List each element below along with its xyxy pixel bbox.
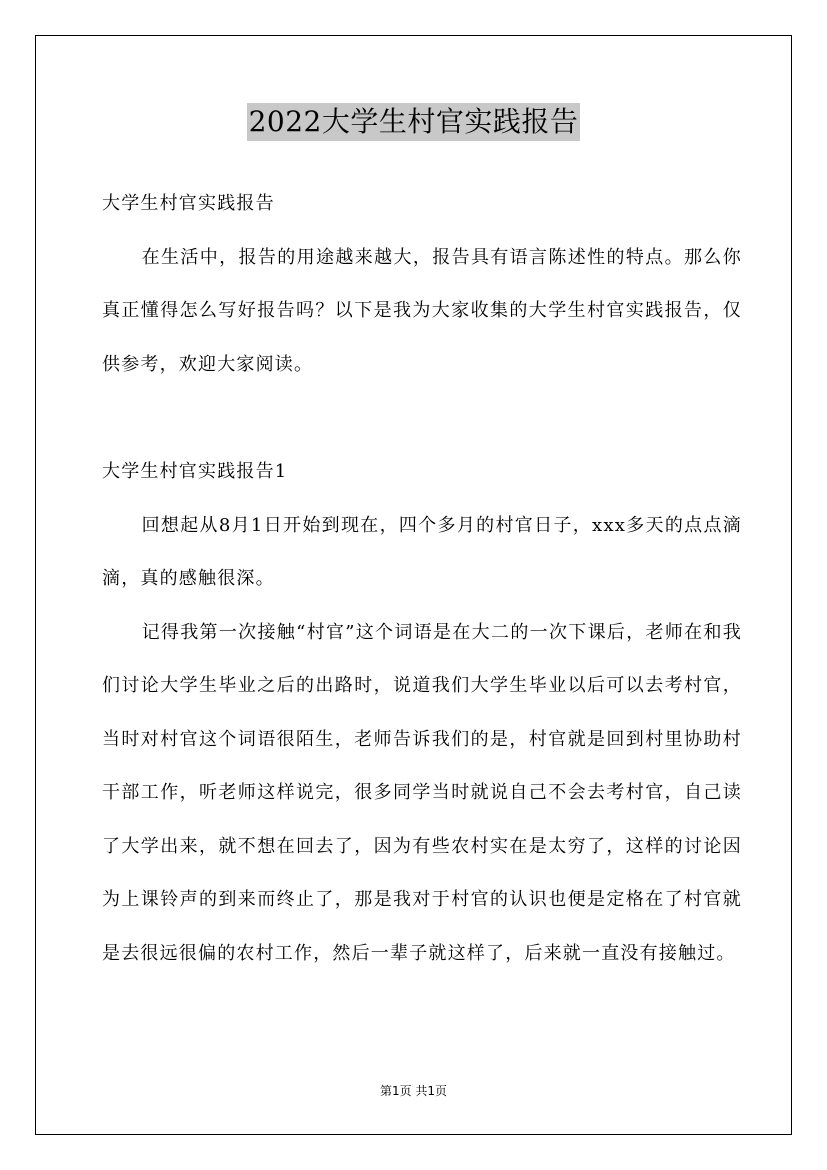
document-subtitle: 大学生村官实践报告 [102, 193, 275, 214]
page-footer: 第1页 共1页 [379, 1084, 448, 1098]
document-title: 2022大学生村官实践报告 [247, 103, 581, 141]
section-heading: 大学生村官实践报告1 [102, 461, 288, 482]
paragraph-gap [102, 391, 742, 445]
title-container [0, 103, 827, 141]
intro-paragraph: 在生活中，报告的用途越来越大，报告具有语言陈述性的特点。那么你真正懂得怎么写好报告吗？以下是我为大家收集的大学生村官实践报告，仅供参考，欢迎大家阅读。 [102, 246, 742, 375]
document-body [102, 177, 742, 980]
body-paragraph-2: 记得我第一次接触“村官”这个词语是在大二的一次下课后，老师在和我们讨论大学生毕业之后的出路时，说道我们大学生毕业以后可以去考村官，当时对村官这个词语很陌生，老师告诉我们的是，村官就是回到村里协助村干部工作，听老师这样说完，很多同学当时就说自己不会去考村官，自己读了大学出来，就不想在回去了，因为有些农村实在是太穷了，这样的讨论因为上课铃声的到来而终止了，那是我对于村官的认识也便是定格在了村官就是去很远很偏的农村工作，然后一辈子就这样了，后来就一直没有接触过。 [102, 621, 742, 964]
body-paragraph-1: 回想起从8月1日开始到现在，四个多月的村官日子，xxx多天的点点滴滴，真的感触很深。 [102, 514, 742, 589]
